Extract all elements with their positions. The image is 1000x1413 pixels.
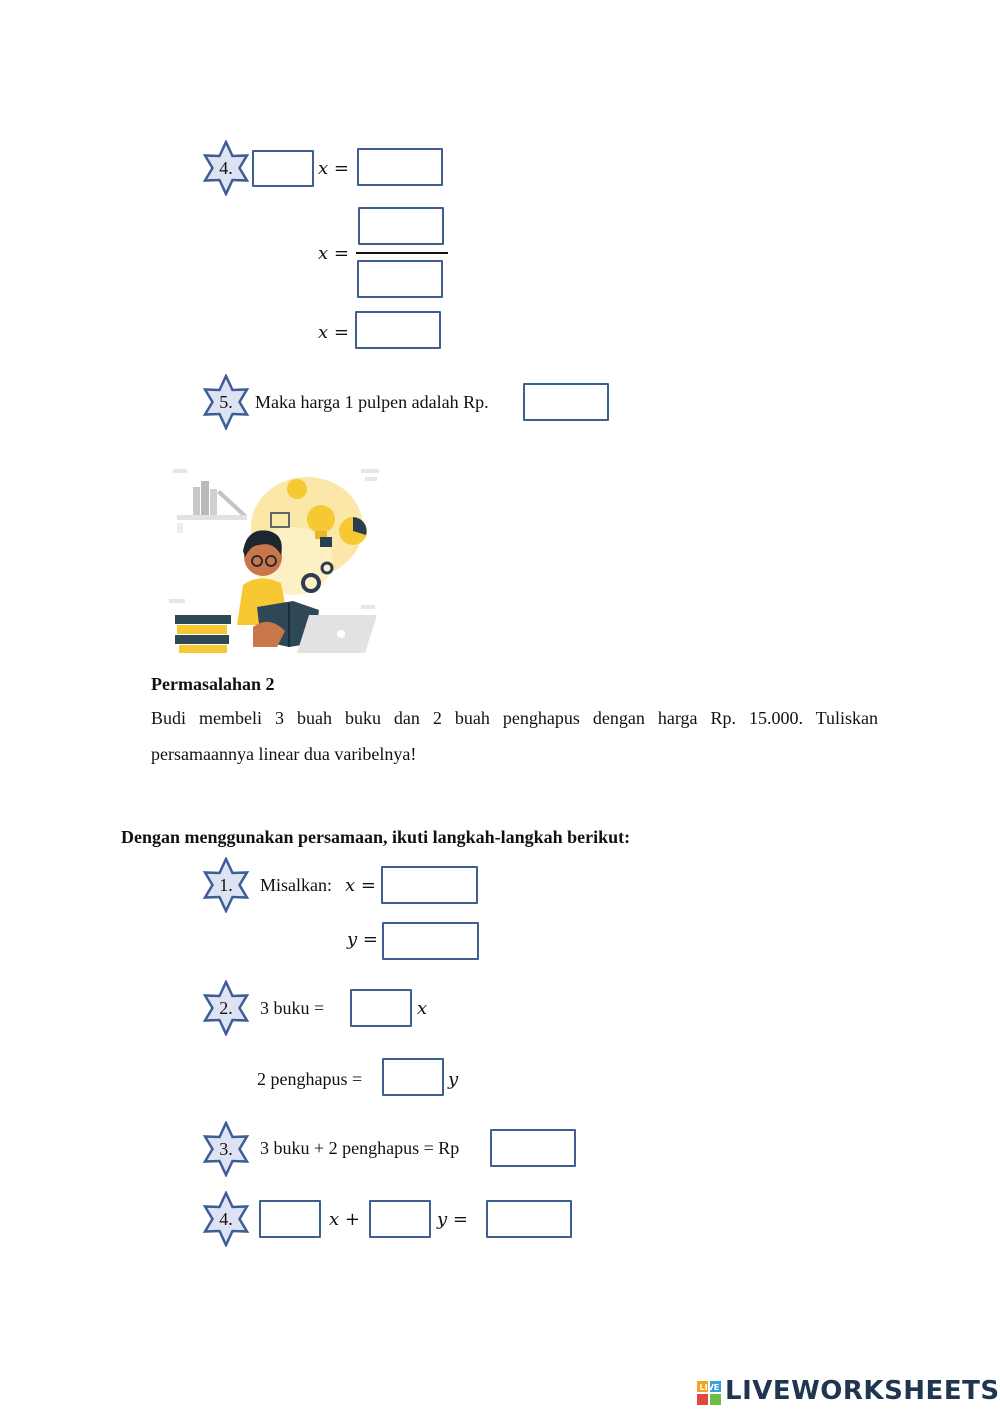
step-5-text: Maka harga 1 pulpen adalah Rp. — [255, 392, 489, 412]
step-5-number: 5. — [219, 392, 233, 412]
step-2-number: 2. — [219, 998, 233, 1018]
step-1-star-icon — [200, 857, 252, 913]
step-1-y-equals: y = — [347, 929, 378, 950]
equation-x-equals: x = — [318, 158, 349, 179]
instruction-heading: Dengan menggunakan persamaan, ikuti langkah-langkah berikut: — [121, 827, 631, 847]
step-2-text-books: 3 buku = — [260, 998, 325, 1018]
fraction-numerator-box[interactable] — [358, 207, 444, 245]
problem-line-2: persamaannya linear dua varibelnya! — [151, 744, 417, 764]
answer-box-y-coefficient[interactable] — [369, 1200, 431, 1238]
answer-box-y-variable[interactable] — [382, 922, 479, 960]
step-1-x-equals: x = — [345, 875, 376, 896]
step-1-text: Misalkan: — [260, 875, 332, 895]
answer-box-coefficient[interactable] — [252, 150, 314, 187]
step-2-star-icon — [200, 980, 252, 1036]
answer-box-x-result[interactable] — [355, 311, 441, 349]
step-2-var-x: x — [417, 998, 428, 1019]
step-4b-star-icon — [200, 1191, 252, 1247]
answer-box-x-coefficient[interactable] — [259, 1200, 321, 1238]
fraction-x-equals: x = — [318, 243, 349, 264]
step-4-x-plus: x + — [329, 1209, 360, 1230]
step-3-star-icon — [200, 1121, 252, 1177]
step-4-star-icon — [200, 140, 252, 196]
result-x-equals: x = — [318, 322, 349, 343]
step-4-number: 4. — [219, 158, 233, 178]
step-2-text-erasers: 2 penghapus = — [257, 1069, 363, 1089]
step-4-y-equals: y = — [437, 1209, 468, 1230]
problem-line-1: Budi membeli 3 buah buku dan 2 buah penghapus dengan harga Rp. 15.000. Tuliskan — [151, 708, 878, 728]
liveworksheets-brand: LIVEWORKSHEETS — [725, 1376, 1000, 1406]
fraction-denominator-box[interactable] — [357, 260, 443, 298]
step-1-number: 1. — [219, 875, 233, 895]
step-3-number: 3. — [219, 1139, 233, 1159]
step-5-star-icon — [200, 374, 252, 430]
answer-box-constant[interactable] — [486, 1200, 572, 1238]
answer-box-erasers-coefficient[interactable] — [382, 1058, 444, 1096]
logo-badge-letter-1: LIVE — [699, 1383, 720, 1392]
answer-box-pen-price[interactable] — [523, 383, 609, 421]
student-reading-illustration — [165, 465, 381, 657]
answer-box-total-price[interactable] — [490, 1129, 576, 1167]
step-3-text: 3 buku + 2 penghapus = Rp — [260, 1138, 460, 1158]
answer-box-right-side[interactable] — [357, 148, 443, 186]
answer-box-x-variable[interactable] — [381, 866, 478, 904]
step-4b-number: 4. — [219, 1209, 233, 1229]
problem-title: Permasalahan 2 — [151, 674, 275, 694]
fraction-bar — [356, 252, 448, 254]
step-2-var-y: y — [448, 1069, 459, 1090]
liveworksheets-logo-icon — [697, 1381, 721, 1405]
answer-box-books-coefficient[interactable] — [350, 989, 412, 1027]
